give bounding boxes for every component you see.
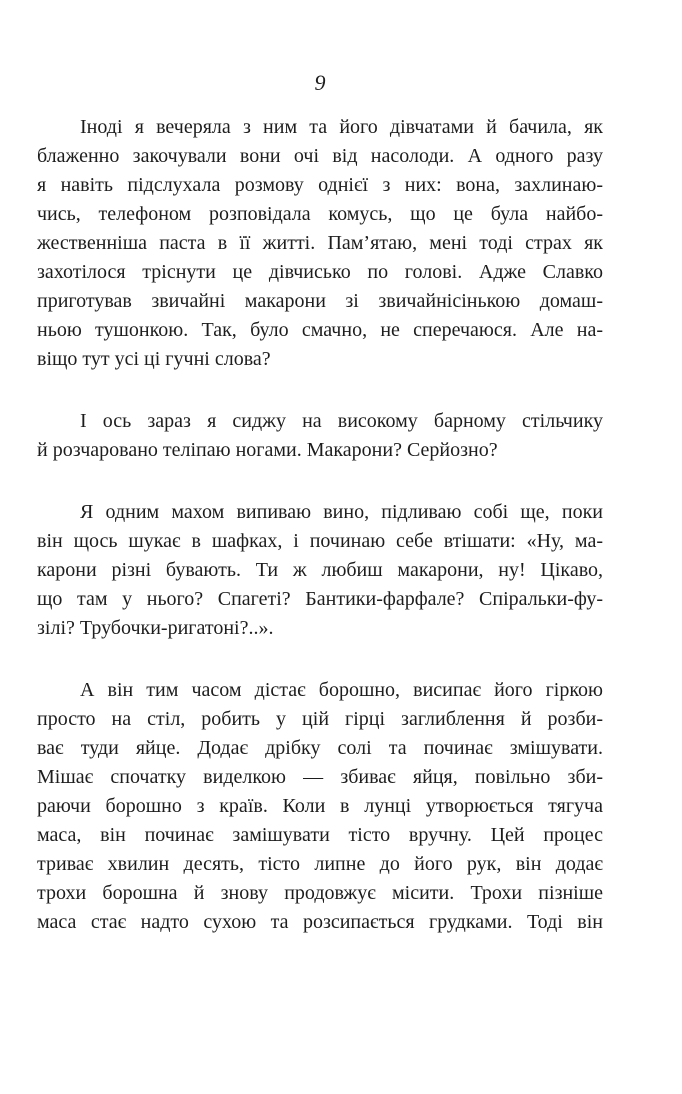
page-number: 9 <box>314 70 326 95</box>
text-line: трохи борошна й знову продовжує місити. Трохи пізніше <box>37 882 603 904</box>
body-text <box>37 113 603 937</box>
text-line: й розчаровано теліпаю ногами. Макарони? Серйозно? <box>37 439 498 461</box>
text-line: Мішає спочатку виделкою — збиває яйця, повільно зби- <box>37 766 603 788</box>
text-line: Я одним махом випиваю вино, підливаю собі ще, поки <box>80 501 603 523</box>
text-line: Іноді я вечеряла з ним та його дівчатами й бачила, як <box>80 116 603 138</box>
text-line: я навіть підслухала розмову однієї з них: вона, захлинаю- <box>37 174 603 196</box>
text-line: зілі? Трубочки-ригатоні?..». <box>37 617 274 639</box>
text-line: віщо тут усі ці гучні слова? <box>37 348 271 370</box>
paragraph <box>37 676 603 937</box>
text-line: чись, телефоном розповідала комусь, що це була найбо- <box>37 203 603 225</box>
paragraph <box>37 407 603 465</box>
text-line: ньою тушонкою. Так, було смачно, не сперечаюся. Але на- <box>37 319 603 341</box>
text-line: А він тим часом дістає борошно, висипає його гіркою <box>80 679 603 701</box>
text-line: просто на стіл, робить у цій гірці заглиблення й розби- <box>37 708 603 730</box>
text-line: маса стає надто сухою та розсипається грудками. Тоді він <box>37 911 603 933</box>
text-line: раючи борошно з країв. Коли в лунці утворюється тягуча <box>37 795 603 817</box>
text-line: маса, він починає замішувати тісто вручну. Цей процес <box>37 824 603 846</box>
text-line: жественніша паста в її житті. Пам’ятаю, мені тоді страх як <box>37 232 603 254</box>
text-line: ває туди яйце. Додає дрібку солі та починає змішувати. <box>37 737 603 759</box>
text-line: карони різні бувають. Ти ж любиш макарони, ну! Цікаво, <box>37 559 603 581</box>
text-line: що там у нього? Спагеті? Бантики-фарфале? Спіральки-фу- <box>37 588 603 610</box>
text-line: І ось зараз я сиджу на високому барному стільчику <box>80 410 603 432</box>
book-page <box>0 70 682 1094</box>
paragraph <box>37 113 603 374</box>
text-line: приготував звичайні макарони зі звичайнісінькою домаш- <box>37 290 603 312</box>
text-line: блаженно закочували вони очі від насолоди. А одного разу <box>37 145 603 167</box>
text-line: триває хвилин десять, тісто липне до його рук, він додає <box>37 853 603 875</box>
paragraph <box>37 498 603 643</box>
text-line: він щось шукає в шафках, і починаю себе втішати: «Ну, ма- <box>37 530 603 552</box>
text-line: захотілося тріснути це дівчисько по голові. Адже Славко <box>37 261 603 283</box>
